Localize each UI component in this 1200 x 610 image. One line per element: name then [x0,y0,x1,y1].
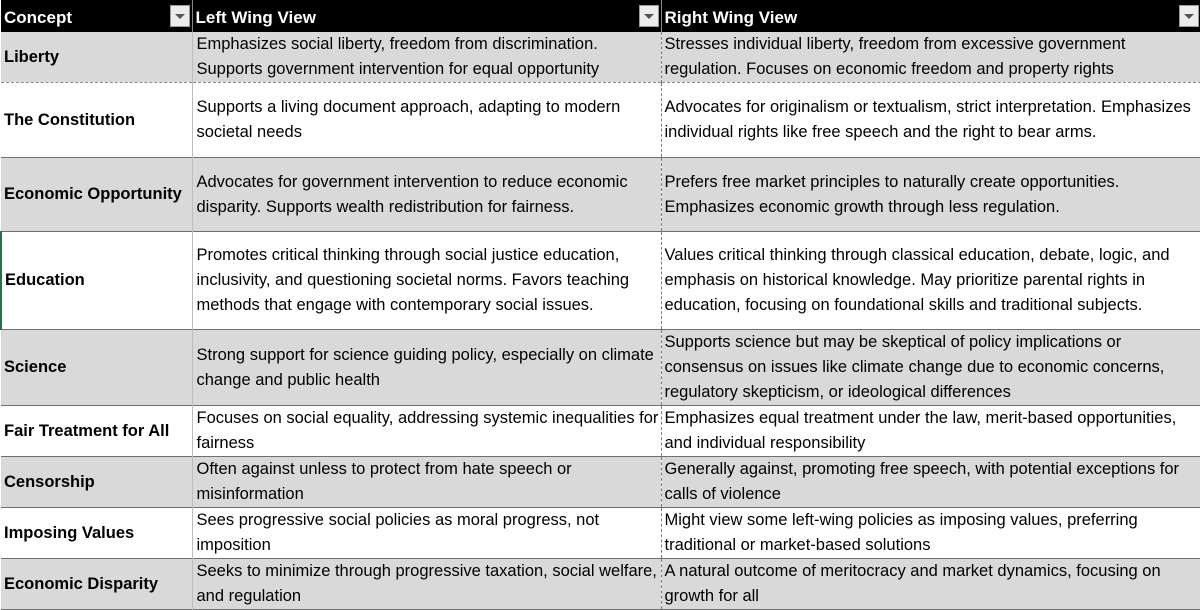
table-row[interactable] [1,158,1200,232]
right-view-cell[interactable]: Generally against, promoting free speech, with potential exceptions for calls of violence [664,460,1180,503]
header-right-wing[interactable] [661,0,1200,32]
header-right-wing-label: Right Wing View [664,8,798,27]
right-view-cell[interactable]: Prefers free market principles to naturally create opportunities. Emphasizes economic growth through less regulation. [664,172,1120,216]
header-concept[interactable] [1,0,192,32]
right-view-cell[interactable]: A natural outcome of meritocracy and market dynamics, focusing on growth for all [664,562,1161,605]
filter-dropdown-icon[interactable] [170,5,190,27]
concept-cell[interactable]: Imposing Values [1,508,192,559]
filter-dropdown-icon[interactable] [1179,5,1199,27]
left-view-cell[interactable]: Supports a living document approach, adapting to modern societal needs [192,83,661,158]
header-row [1,0,1200,32]
left-view-cell[interactable]: Emphasizes social liberty, freedom from discrimination. Supports government intervention for equal opportunity [192,32,661,83]
table-row[interactable] [1,83,1200,158]
right-view-cell[interactable]: Advocates for originalism or textualism, strict interpretation. Emphasizes individual rights like free speech and the right to bear arms. [664,98,1191,141]
filter-dropdown-icon[interactable] [639,5,659,27]
table-row[interactable] [1,559,1200,610]
right-view-cell[interactable]: Stresses individual liberty, freedom from excessive government regulation. Focuses on economic freedom and property rights [664,35,1126,78]
right-view-cell[interactable]: Values critical thinking through classical education, debate, logic, and emphasis on historical knowledge. May prioritize parental rights in education, focusing on foundational skills and traditional subjects. [661,232,1200,330]
concept-cell[interactable]: Economic Disparity [1,559,192,610]
header-left-wing-label: Left Wing View [195,8,316,27]
header-left-wing[interactable] [192,0,661,32]
concept-cell[interactable]: The Constitution [1,83,192,158]
left-view-cell[interactable]: Focuses on social equality, addressing systemic inequalities for fairness [192,406,661,457]
concept-cell[interactable]: Science [1,330,192,406]
table-row-selected[interactable] [1,232,1200,330]
left-view-cell[interactable]: Often against unless to protect from hate speech or misinformation [192,457,661,508]
left-view-cell[interactable]: Advocates for government intervention to reduce economic disparity. Supports wealth redistribution for fairness. [192,158,661,232]
right-view-cell[interactable]: Might view some left-wing policies as imposing values, preferring traditional or market-based solutions [664,511,1138,554]
concept-cell[interactable]: Fair Treatment for All [1,406,192,457]
left-view-cell[interactable]: Strong support for science guiding policy, especially on climate change and public health [192,330,661,406]
table-row[interactable] [1,406,1200,457]
concept-cell[interactable]: Economic Opportunity [1,158,192,232]
left-view-cell[interactable]: Sees progressive social policies as moral progress, not imposition [192,508,661,559]
table-row[interactable] [1,32,1200,83]
left-view-cell[interactable]: Promotes critical thinking through social justice education, inclusivity, and questioning societal norms. Favors teaching methods that engage with contemporary social issues. [192,232,661,330]
table-row[interactable] [1,508,1200,559]
concept-cell[interactable]: Education [1,232,192,330]
right-view-cell[interactable]: Emphasizes equal treatment under the law, merit-based opportunities, and individual responsibility [664,409,1177,452]
concept-cell[interactable]: Liberty [1,32,192,83]
header-concept-label: Concept [4,8,72,27]
table-row[interactable] [1,457,1200,508]
right-view-cell[interactable]: Supports science but may be skeptical of policy implications or consensus on issues like climate change due to economic concerns, regulatory skepticism, or ideological differences [664,333,1165,401]
table-row[interactable] [1,330,1200,406]
left-view-cell[interactable]: Seeks to minimize through progressive taxation, social welfare, and regulation [192,559,661,610]
concept-cell[interactable]: Censorship [1,457,192,508]
